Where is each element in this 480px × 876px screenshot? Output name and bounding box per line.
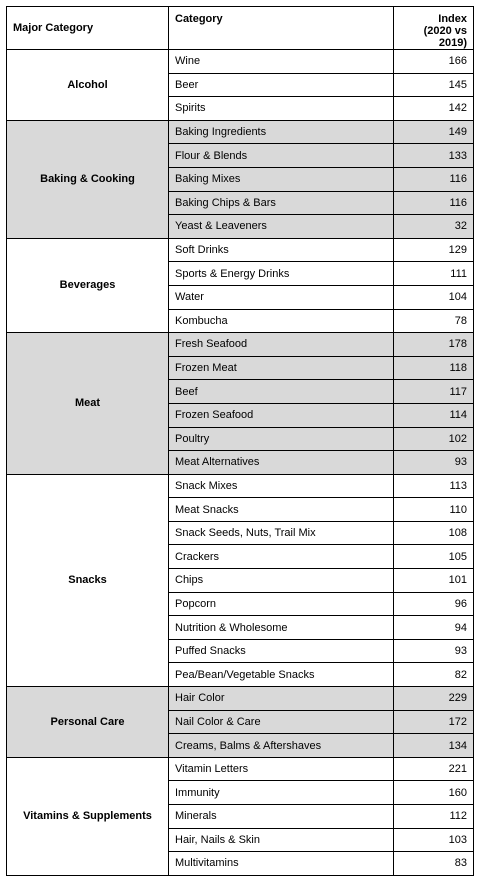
- header-index-title: Index: [438, 13, 467, 25]
- category-index-table: [6, 6, 474, 876]
- category-cell: Snack Mixes: [169, 474, 394, 498]
- table-row: [7, 687, 474, 711]
- index-value-cell: 105: [394, 545, 474, 569]
- category-cell: Nail Color & Care: [169, 710, 394, 734]
- index-value-cell: 229: [394, 687, 474, 711]
- index-value-cell: 149: [394, 120, 474, 144]
- table-row: [7, 238, 474, 262]
- category-group: [7, 120, 474, 238]
- index-value-cell: 108: [394, 521, 474, 545]
- category-cell: Nutrition & Wholesome: [169, 616, 394, 640]
- table-row: [7, 50, 474, 74]
- index-value-cell: 178: [394, 333, 474, 357]
- category-cell: Beer: [169, 73, 394, 97]
- index-value-cell: 221: [394, 757, 474, 781]
- category-group: [7, 333, 474, 475]
- index-value-cell: 114: [394, 403, 474, 427]
- category-cell: Puffed Snacks: [169, 639, 394, 663]
- index-value-cell: 93: [394, 451, 474, 475]
- category-group: [7, 757, 474, 875]
- category-cell: Chips: [169, 569, 394, 593]
- category-cell: Frozen Meat: [169, 356, 394, 380]
- category-cell: Spirits: [169, 97, 394, 121]
- index-value-cell: 110: [394, 498, 474, 522]
- table-row: [7, 474, 474, 498]
- category-cell: Crackers: [169, 545, 394, 569]
- category-cell: Creams, Balms & Aftershaves: [169, 734, 394, 758]
- category-cell: Hair Color: [169, 687, 394, 711]
- table-row: [7, 333, 474, 357]
- header-index-period: (2020 vs 2019): [423, 25, 467, 49]
- index-value-cell: 166: [394, 50, 474, 74]
- category-cell: Beef: [169, 380, 394, 404]
- major-category-cell: Vitamins & Supplements: [7, 757, 169, 875]
- category-cell: Baking Chips & Bars: [169, 191, 394, 215]
- category-cell: Popcorn: [169, 592, 394, 616]
- category-cell: Vitamin Letters: [169, 757, 394, 781]
- index-value-cell: 116: [394, 191, 474, 215]
- category-group: [7, 474, 474, 686]
- category-cell: Flour & Blends: [169, 144, 394, 168]
- index-value-cell: 129: [394, 238, 474, 262]
- index-value-cell: 78: [394, 309, 474, 333]
- category-cell: Meat Alternatives: [169, 451, 394, 475]
- category-cell: Poultry: [169, 427, 394, 451]
- category-cell: Yeast & Leaveners: [169, 215, 394, 239]
- major-category-cell: Personal Care: [7, 687, 169, 758]
- major-category-cell: Baking & Cooking: [7, 120, 169, 238]
- index-value-cell: 104: [394, 285, 474, 309]
- category-cell: Sports & Energy Drinks: [169, 262, 394, 286]
- category-cell: Multivitamins: [169, 852, 394, 876]
- index-value-cell: 118: [394, 356, 474, 380]
- category-cell: Soft Drinks: [169, 238, 394, 262]
- index-value-cell: 112: [394, 805, 474, 829]
- index-value-cell: 116: [394, 167, 474, 191]
- index-value-cell: 134: [394, 734, 474, 758]
- table-row: [7, 120, 474, 144]
- index-value-cell: 142: [394, 97, 474, 121]
- index-value-cell: 83: [394, 852, 474, 876]
- major-category-cell: Meat: [7, 333, 169, 475]
- category-cell: Baking Mixes: [169, 167, 394, 191]
- table-row: [7, 757, 474, 781]
- index-value-cell: 93: [394, 639, 474, 663]
- header-row: [7, 7, 474, 50]
- category-cell: Wine: [169, 50, 394, 74]
- category-cell: Meat Snacks: [169, 498, 394, 522]
- category-cell: Water: [169, 285, 394, 309]
- index-value-cell: 102: [394, 427, 474, 451]
- index-value-cell: 172: [394, 710, 474, 734]
- index-value-cell: 113: [394, 474, 474, 498]
- index-value-cell: 111: [394, 262, 474, 286]
- major-category-cell: Snacks: [7, 474, 169, 686]
- category-cell: Fresh Seafood: [169, 333, 394, 357]
- header-major-category: Major Category: [7, 7, 169, 50]
- category-cell: Minerals: [169, 805, 394, 829]
- category-group: [7, 50, 474, 121]
- index-value-cell: 96: [394, 592, 474, 616]
- index-value-cell: 82: [394, 663, 474, 687]
- index-value-cell: 32: [394, 215, 474, 239]
- category-cell: Hair, Nails & Skin: [169, 828, 394, 852]
- category-group: [7, 687, 474, 758]
- category-cell: Baking Ingredients: [169, 120, 394, 144]
- index-value-cell: 145: [394, 73, 474, 97]
- index-value-cell: 101: [394, 569, 474, 593]
- category-cell: Immunity: [169, 781, 394, 805]
- category-cell: Snack Seeds, Nuts, Trail Mix: [169, 521, 394, 545]
- index-value-cell: 133: [394, 144, 474, 168]
- header-category: Category: [169, 7, 394, 50]
- category-group: [7, 238, 474, 332]
- index-value-cell: 160: [394, 781, 474, 805]
- header-index: [394, 7, 474, 50]
- category-cell: Pea/Bean/Vegetable Snacks: [169, 663, 394, 687]
- index-value-cell: 94: [394, 616, 474, 640]
- index-value-cell: 103: [394, 828, 474, 852]
- category-cell: Kombucha: [169, 309, 394, 333]
- category-cell: Frozen Seafood: [169, 403, 394, 427]
- index-value-cell: 117: [394, 380, 474, 404]
- major-category-cell: Alcohol: [7, 50, 169, 121]
- major-category-cell: Beverages: [7, 238, 169, 332]
